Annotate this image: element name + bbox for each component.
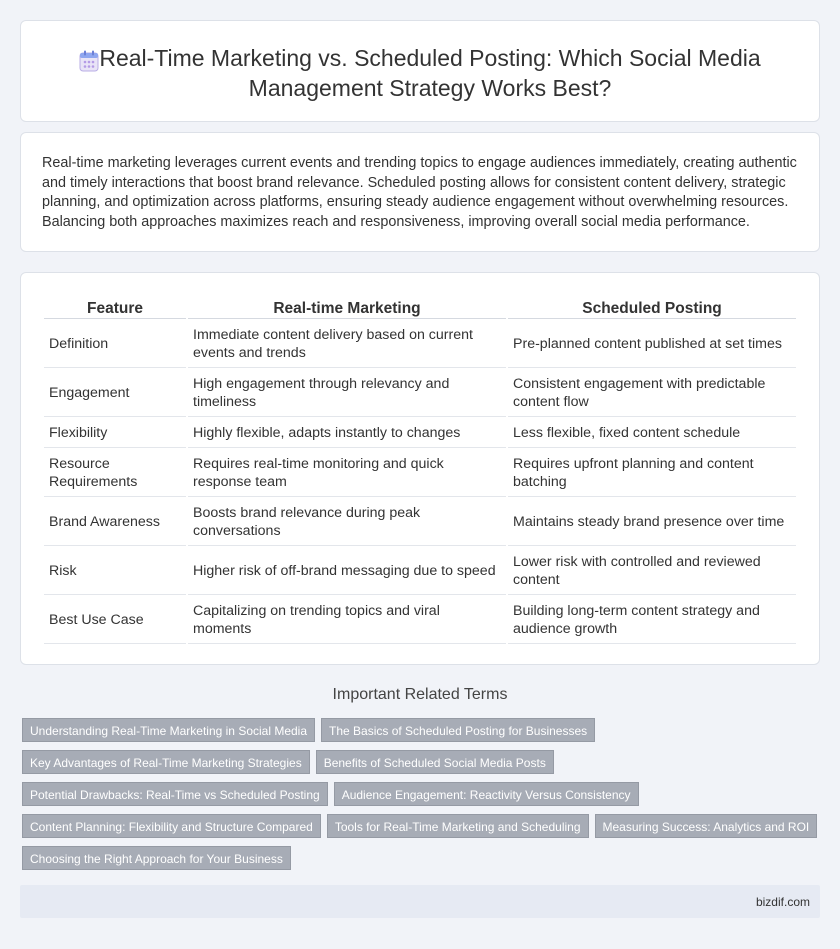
table-header-row — [44, 295, 796, 319]
related-terms-list — [22, 718, 822, 878]
real-time-cell: Requires real-time monitoring and quick response team — [188, 450, 506, 497]
related-term-tag[interactable]: Choosing the Right Approach for Your Business — [22, 846, 291, 870]
header-feature: Feature — [44, 295, 186, 319]
real-time-cell: Capitalizing on trending topics and viral moments — [188, 597, 506, 644]
feature-cell: Definition — [44, 321, 186, 368]
related-term-tag[interactable]: Key Advantages of Real-Time Marketing Strategies — [22, 750, 310, 774]
tag-row — [22, 814, 822, 838]
comparison-card — [20, 272, 820, 665]
related-terms-heading: Important Related Terms — [332, 686, 508, 703]
scheduled-cell: Requires upfront planning and content batching — [508, 450, 796, 497]
related-term-tag[interactable]: Understanding Real-Time Marketing in Social Media — [22, 718, 315, 742]
footer-site-link[interactable]: bizdif.com — [755, 895, 810, 909]
scheduled-cell: Less flexible, fixed content schedule — [508, 419, 796, 448]
related-term-tag[interactable]: Benefits of Scheduled Social Media Posts — [316, 750, 554, 774]
feature-cell: Risk — [44, 548, 186, 595]
table-row — [44, 419, 796, 448]
scheduled-cell: Building long-term content strategy and audience growth — [508, 597, 796, 644]
feature-cell: Flexibility — [44, 419, 186, 448]
scheduled-cell: Consistent engagement with predictable content flow — [508, 370, 796, 417]
feature-cell: Brand Awareness — [44, 499, 186, 546]
related-term-tag[interactable]: The Basics of Scheduled Posting for Businesses — [321, 718, 595, 742]
table-row — [44, 321, 796, 368]
real-time-cell: High engagement through relevancy and timeliness — [188, 370, 506, 417]
intro-card — [20, 132, 820, 252]
intro-paragraph: Real-time marketing leverages current events and trending topics to engage audiences immediately, creating authentic and timely interactions that boost brand relevance. Scheduled posting allows for consistent content delivery, strategic planning, and optimization across platforms, ensuring steady audience engagement without overwhelming resources. Balancing both approaches maximizes reach and responsiveness, improving overall social media performance. — [42, 155, 797, 231]
feature-cell: Best Use Case — [44, 597, 186, 644]
page-title: Real-Time Marketing vs. Scheduled Posting: Which Social Media Management Strategy Works Best? — [99, 45, 761, 101]
comparison-table — [42, 293, 798, 646]
real-time-cell: Higher risk of off-brand messaging due to speed — [188, 548, 506, 595]
table-row — [44, 450, 796, 497]
related-term-tag[interactable]: Tools for Real-Time Marketing and Scheduling — [327, 814, 589, 838]
table-row — [44, 370, 796, 417]
scheduled-cell: Lower risk with controlled and reviewed content — [508, 548, 796, 595]
feature-cell: Resource Requirements — [44, 450, 186, 497]
real-time-cell: Highly flexible, adapts instantly to changes — [188, 419, 506, 448]
tag-row — [22, 750, 822, 774]
tag-row — [22, 718, 822, 742]
table-row — [44, 499, 796, 546]
related-term-tag[interactable]: Audience Engagement: Reactivity Versus Consistency — [334, 782, 639, 806]
real-time-cell: Boosts brand relevance during peak conversations — [188, 499, 506, 546]
footer — [20, 885, 820, 918]
real-time-cell: Immediate content delivery based on current events and trends — [188, 321, 506, 368]
related-term-tag[interactable]: Content Planning: Flexibility and Structure Compared — [22, 814, 321, 838]
table-row — [44, 597, 796, 644]
calendar-icon — [79, 50, 99, 72]
scheduled-cell: Pre-planned content published at set times — [508, 321, 796, 368]
related-term-tag[interactable]: Measuring Success: Analytics and ROI — [595, 814, 818, 838]
tag-row — [22, 782, 822, 806]
table-row — [44, 548, 796, 595]
title-card — [20, 20, 820, 122]
scheduled-cell: Maintains steady brand presence over time — [508, 499, 796, 546]
title-wrap — [61, 43, 779, 103]
header-scheduled: Scheduled Posting — [508, 295, 796, 319]
feature-cell: Engagement — [44, 370, 186, 417]
related-term-tag[interactable]: Potential Drawbacks: Real-Time vs Scheduled Posting — [22, 782, 328, 806]
header-real-time: Real-time Marketing — [188, 295, 506, 319]
tag-row — [22, 846, 822, 870]
